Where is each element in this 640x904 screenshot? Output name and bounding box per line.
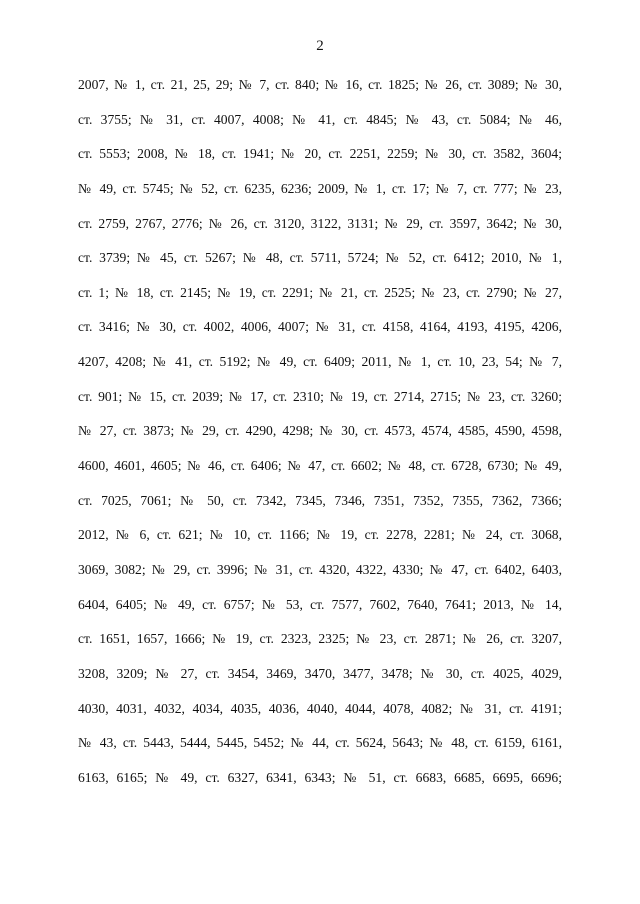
text-line: № 49, ст. 5745; № 52, ст. 6235, 6236; 2009, № 1, ст. 17; № 7, ст. 777; № 23, xyxy=(78,180,562,196)
text-line: 4600, 4601, 4605; № 46, ст. 6406; № 47, ст. 6602; № 48, ст. 6728, 6730; № 49, xyxy=(78,458,562,474)
text-line: ст. 3416; № 30, ст. 4002, 4006, 4007; № 31, ст. 4158, 4164, 4193, 4195, 4206, xyxy=(78,319,562,335)
text-line: ст. 3739; № 45, ст. 5267; № 48, ст. 5711, 5724; № 52, ст. 6412; 2010, № 1, xyxy=(78,250,562,266)
text-line: ст. 1651, 1657, 1666; № 19, ст. 2323, 2325; № 23, ст. 2871; № 26, ст. 3207, xyxy=(78,631,562,647)
document-body xyxy=(78,75,562,802)
text-line: 4207, 4208; № 41, ст. 5192; № 49, ст. 6409; 2011, № 1, ст. 10, 23, 54; № 7, xyxy=(78,354,562,370)
text-line: ст. 901; № 15, ст. 2039; № 17, ст. 2310; № 19, ст. 2714, 2715; № 23, ст. 3260; xyxy=(78,388,562,404)
text-line: 4030, 4031, 4032, 4034, 4035, 4036, 4040, 4044, 4078, 4082; № 31, ст. 4191; xyxy=(78,700,562,716)
text-line: 2007, № 1, ст. 21, 25, 29; № 7, ст. 840; № 16, ст. 1825; № 26, ст. 3089; № 30, xyxy=(78,77,562,92)
text-line: № 43, ст. 5443, 5444, 5445, 5452; № 44, ст. 5624, 5643; № 48, ст. 6159, 6161, xyxy=(78,735,562,751)
text-line: ст. 2759, 2767, 2776; № 26, ст. 3120, 3122, 3131; № 29, ст. 3597, 3642; № 30, xyxy=(78,215,562,231)
text-line: 6404, 6405; № 49, ст. 6757; № 53, ст. 7577, 7602, 7640, 7641; 2013, № 14, xyxy=(78,596,562,612)
text-line: ст. 3755; № 31, ст. 4007, 4008; № 41, ст. 4845; № 43, ст. 5084; № 46, xyxy=(78,111,562,127)
text-line: 3208, 3209; № 27, ст. 3454, 3469, 3470, 3477, 3478; № 30, ст. 4025, 4029, xyxy=(78,665,562,681)
page-number: 2 xyxy=(316,38,324,54)
text-line: ст. 5553; 2008, № 18, ст. 1941; № 20, ст. 2251, 2259; № 30, ст. 3582, 3604; xyxy=(78,146,562,162)
text-line: 3069, 3082; № 29, ст. 3996; № 31, ст. 4320, 4322, 4330; № 47, ст. 6402, 6403, xyxy=(78,561,562,577)
text-line: ст. 1; № 18, ст. 2145; № 19, ст. 2291; № 21, ст. 2525; № 23, ст. 2790; № 27, xyxy=(78,284,562,300)
text-line: 2012, № 6, ст. 621; № 10, ст. 1166; № 19, ст. 2278, 2281; № 24, ст. 3068, xyxy=(78,527,562,543)
text-line: 6163, 6165; № 49, ст. 6327, 6341, 6343; № 51, ст. 6683, 6685, 6695, 6696; xyxy=(78,769,562,785)
text-line: № 27, ст. 3873; № 29, ст. 4290, 4298; № 30, ст. 4573, 4574, 4585, 4590, 4598, xyxy=(78,423,562,439)
text-line: ст. 7025, 7061; № 50, ст. 7342, 7345, 7346, 7351, 7352, 7355, 7362, 7366; xyxy=(78,492,562,508)
